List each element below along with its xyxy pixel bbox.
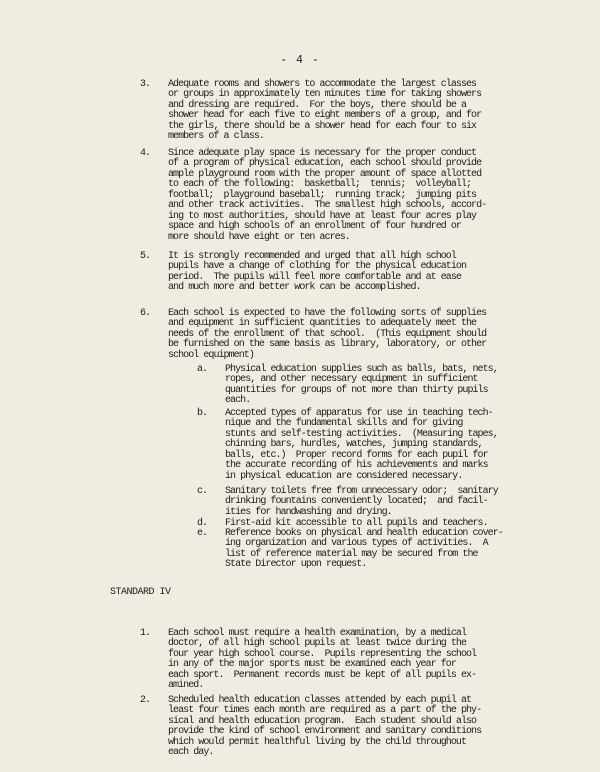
subitem-text-line: list of reference material may be secured from the: [225, 548, 478, 560]
item-text-line: each day.: [168, 747, 214, 759]
item-text-line: shower head for each five to eight members of a group, and for: [168, 110, 482, 122]
subitem-letter: e.: [197, 528, 208, 539]
subitem-text-line: ing organization and various types of activities. A: [225, 538, 488, 550]
item-text-line: amined.: [168, 680, 204, 692]
item-text-line: of a program of physical education, each school should provide: [168, 158, 482, 170]
item-text-line: Each school must require a health examination, by a medical: [168, 628, 467, 639]
item-text-line: ample playground room with the proper amount of space allotted: [168, 168, 482, 180]
item-text-line: Adequate rooms and showers to accommodate the largest classes: [168, 79, 477, 90]
item-text-line: be furnished on the same basis as library, laboratory, or other: [168, 339, 487, 351]
subitem-text-line: balls, etc.) Proper record forms for each pupil for: [225, 449, 488, 461]
subitem-letter: b.: [197, 408, 208, 419]
item-text-line: doctor, of all high school pupils at least twice during the: [168, 638, 467, 650]
item-text-line: ing to most authorities, should have at least four acres play: [168, 210, 477, 222]
subitem-text-line: State Director upon request.: [225, 559, 367, 571]
item-text-line: period. The pupils will feel more comfortable and at ease: [168, 271, 461, 283]
item-text-line: which would permit healthful living by the child throughout: [168, 736, 467, 748]
item-number: 1.: [140, 628, 151, 639]
item-text-line: the girls, there should be a shower head for each four to six: [168, 120, 477, 132]
item-number: 2.: [140, 695, 151, 706]
subitem-text-line: Physical education supplies such as balls, bats, nets,: [225, 364, 498, 375]
subitem-text-line: in physical education are considered necessary.: [225, 470, 463, 482]
item-text-line: least four times each month are required as a part of the phy-: [168, 705, 482, 717]
subitem-text-line: quantities for groups of not more than thirty pupils: [225, 384, 488, 396]
item-text-line: It is strongly recommended and urged that all high school: [168, 251, 456, 262]
item-text-line: Each school is expected to have the following sorts of supplies: [168, 308, 487, 319]
subitem-letter: c.: [197, 486, 208, 497]
item-text-line: and dressing are required. For the boys, there should be a: [168, 99, 467, 111]
item-text-line: Scheduled health education classes attended by each pupil at: [168, 695, 472, 706]
item-text-line: or groups in approximately ten minutes time for taking showers: [168, 89, 482, 101]
subitem-text-line: Reference books on physical and health education cover-: [225, 528, 503, 539]
subitem-text-line: each.: [225, 395, 251, 407]
item-number: 3.: [140, 79, 151, 90]
item-text-line: space and high schools of an enrollment of four hundred or: [168, 221, 461, 233]
subitem-text-line: ities for handwashing and drying.: [225, 506, 392, 518]
item-text-line: Since adequate play space is necessary for the proper conduct: [168, 148, 477, 159]
subitem-text-line: First-aid kit accessible to all pupils and teachers.: [225, 518, 488, 529]
subitem-letter: d.: [197, 518, 208, 529]
item-text-line: football; playground baseball; running track; jumping pits: [168, 189, 477, 201]
item-text-line: and much more and better work can be accomplished.: [168, 282, 421, 294]
subitem-text-line: Accepted types of apparatus for use in teaching tech-: [225, 408, 493, 419]
subitem-text-line: chinning bars, hurdles, watches, jumping standards,: [225, 439, 483, 451]
subitem-text-line: Sanitary toilets free from unnecessary odor; sanitary: [225, 486, 498, 497]
item-number: 6.: [140, 308, 151, 319]
item-number: 4.: [140, 148, 151, 159]
subitem-text-line: nique and the fundamental skills and for giving: [225, 418, 463, 430]
item-text-line: to each of the following: basketball; tennis; volleyball;: [168, 179, 472, 191]
item-text-line: and equipment in sufficient quantities to adequately meet the: [168, 318, 477, 330]
page-number: - 4 -: [280, 54, 320, 67]
item-text-line: provide the kind of school environment and sanitary conditions: [168, 726, 482, 738]
item-text-line: pupils have a change of clothing for the physical education: [168, 261, 467, 273]
item-text-line: members of a class.: [168, 131, 264, 143]
item-text-line: four year high school course. Pupils representing the school: [168, 648, 477, 660]
item-text-line: each sport. Permanent records must be kept of all pupils ex-: [168, 669, 477, 681]
item-text-line: in any of the major sports must be examined each year for: [168, 659, 456, 671]
item-text-line: more should have eight or ten acres.: [168, 231, 350, 243]
item-text-line: needs of the enrollment of that school. (This equipment should: [168, 328, 487, 340]
subitem-text-line: stunts and self-testing activities. (Measuring tapes,: [225, 428, 498, 440]
subitem-text-line: ropes, and other necessary equipment in sufficient: [225, 374, 478, 386]
item-text-line: school equipment): [168, 349, 254, 361]
subitem-text-line: drinking fountains conveniently located; and facil-: [225, 496, 488, 508]
section-heading: STANDARD IV: [110, 587, 171, 598]
item-text-line: and other track activities. The smallest high schools, accord-: [168, 200, 487, 212]
item-number: 5.: [140, 251, 151, 262]
subitem-letter: a.: [197, 364, 208, 375]
subitem-text-line: the accurate recording of his achievements and marks: [225, 460, 488, 472]
item-text-line: sical and health education program. Each student should also: [168, 715, 477, 727]
